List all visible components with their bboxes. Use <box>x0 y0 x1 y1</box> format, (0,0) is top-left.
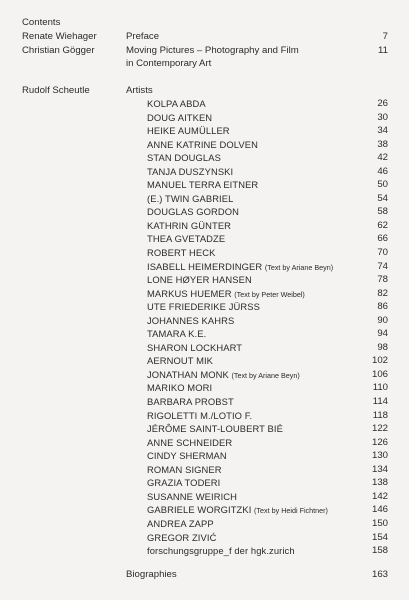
entry-page: 7 <box>382 31 388 42</box>
artist-page: 118 <box>372 409 388 421</box>
artist-name: GREGOR ZIVIĆ <box>147 531 217 543</box>
artist-entry <box>147 205 388 219</box>
artist-name: DOUGLAS GORDON <box>147 206 240 218</box>
artist-note: (Text by Peter Weibel) <box>234 289 305 299</box>
artist-page: 42 <box>377 152 388 164</box>
artist-name: SUSANNE WEIRICH <box>147 490 238 502</box>
artist-entry <box>147 449 388 463</box>
artist-name: HEIKE AUMÜLLER <box>147 125 230 137</box>
artist-name: TANJA DUSZYNSKI <box>147 165 234 177</box>
artist-entry <box>147 341 388 355</box>
artist-page: 122 <box>371 423 388 435</box>
entry-title: Preface <box>126 31 160 42</box>
artist-entry <box>147 246 388 260</box>
artists-author: Rudolf Scheutle <box>22 84 90 96</box>
artist-name: MARIKO MORI <box>147 382 213 394</box>
artist-entry <box>147 381 388 395</box>
artist-name: UTE FRIEDERIKE JÜRSS <box>147 301 260 313</box>
artist-page: 38 <box>377 138 388 150</box>
artist-page: 106 <box>371 368 388 380</box>
artist-name: (E.) TWIN GABRIEL <box>147 192 234 204</box>
artist-page: 58 <box>377 206 388 218</box>
artist-page: 126 <box>371 436 388 448</box>
artist-name: ANDREA ZAPP <box>147 517 214 529</box>
artist-entry <box>147 436 388 450</box>
artist-entry <box>147 124 388 138</box>
artist-page: 134 <box>371 463 388 475</box>
artist-name: SHARON LOCKHART <box>147 341 243 353</box>
entry-page: 11 <box>378 44 388 56</box>
contents-heading: Contents <box>22 17 61 28</box>
artist-entry <box>147 97 388 111</box>
artist-name: BARBARA PROBST <box>147 396 234 408</box>
artist-page: 102 <box>371 355 388 367</box>
artist-name: ROMAN SIGNER <box>147 463 222 475</box>
artist-page: 66 <box>377 233 388 245</box>
artist-page: 90 <box>377 314 388 326</box>
artist-name: GRAZIA TODERI <box>147 477 221 489</box>
entry-author: Renate Wiehager <box>22 31 97 42</box>
artist-entry <box>147 327 388 341</box>
artist-name: AERNOUT MIK <box>147 355 214 367</box>
artist-entry <box>147 111 388 125</box>
artist-entry <box>147 260 388 274</box>
artist-name: TAMARA K.E. <box>147 328 207 340</box>
biographies-title: Biographies <box>126 569 177 580</box>
artist-note: (Text by Ariane Beyn) <box>231 370 300 380</box>
artist-entry <box>147 463 388 477</box>
artist-entry <box>147 273 388 287</box>
artist-entry <box>147 517 388 531</box>
artist-page: 114 <box>372 396 388 408</box>
artist-name: MARKUS HUEMER <box>147 287 232 299</box>
artist-entry <box>147 232 388 246</box>
artist-page: 30 <box>377 111 388 123</box>
artist-page: 98 <box>377 341 388 353</box>
artist-entry <box>147 178 388 192</box>
entry-author: Christian Gögger <box>22 44 95 56</box>
artist-page: 138 <box>371 477 388 489</box>
artist-entry <box>147 409 388 423</box>
artist-page: 158 <box>371 545 388 557</box>
artist-name: RIGOLETTI M./LOTIO F. <box>147 409 253 421</box>
artist-list <box>147 97 388 558</box>
artist-entry <box>147 138 388 152</box>
artist-page: 142 <box>371 490 388 502</box>
artist-note: (Text by Ariane Beyn) <box>264 262 334 272</box>
artist-entry <box>147 368 388 382</box>
artist-note: (Text by Heidi Fichtner) <box>254 506 328 516</box>
biographies-page: 163 <box>371 569 388 580</box>
artist-entry <box>147 192 388 206</box>
entry-title-line: Moving Pictures – Photography and Film <box>126 44 299 56</box>
artist-entry <box>147 503 388 517</box>
artist-name: forschungsgruppe_f der hgk.zurich <box>147 545 295 557</box>
artist-entry <box>147 490 388 504</box>
artist-page: 26 <box>377 98 388 109</box>
artist-name: KOLPA ABDA <box>147 98 206 109</box>
artist-name: CINDY SHERMAN <box>147 450 227 462</box>
artist-name: THEA GVETADZE <box>147 233 226 245</box>
artists-heading: Artists <box>126 84 153 96</box>
artist-page: 78 <box>377 274 388 286</box>
artist-name: KATHRIN GÜNTER <box>147 219 232 231</box>
artist-page: 86 <box>377 301 388 313</box>
artist-name: ANNE KATRINE DOLVEN <box>147 138 258 150</box>
artist-name: DOUG AITKEN <box>147 111 213 123</box>
artist-name: STAN DOUGLAS <box>147 152 221 164</box>
artist-page: 74 <box>377 260 388 272</box>
artist-entry <box>147 544 388 558</box>
artist-entry <box>147 287 388 301</box>
artist-page: 130 <box>371 450 388 462</box>
artist-entry <box>147 314 388 328</box>
artist-page: 82 <box>377 287 388 299</box>
artist-page: 146 <box>371 504 388 516</box>
artist-name: JÉRÔME SAINT-LOUBERT BIÉ <box>147 423 283 435</box>
artist-page: 154 <box>371 531 388 543</box>
artist-name: LONE HØYER HANSEN <box>147 274 252 286</box>
artist-entry <box>147 219 388 233</box>
artist-page: 150 <box>371 517 388 529</box>
artist-entry <box>147 531 388 545</box>
artist-entry <box>147 395 388 409</box>
artist-page: 54 <box>377 192 388 204</box>
artist-page: 94 <box>377 328 388 340</box>
artist-name: GABRIELE WORGITZKI <box>147 504 252 516</box>
artist-name: MANUEL TERRA EITNER <box>147 179 259 191</box>
artist-entry <box>147 300 388 314</box>
artist-name: JONATHAN MONK <box>147 368 229 380</box>
artist-entry <box>147 151 388 165</box>
artist-entry <box>147 354 388 368</box>
artist-name: JOHANNES KAHRS <box>147 314 235 326</box>
entry-title <box>126 44 299 71</box>
artist-page: 50 <box>377 179 388 191</box>
artist-name: ISABELL HEIMERDINGER <box>147 260 263 272</box>
artist-page: 34 <box>377 125 388 137</box>
artist-name: ROBERT HECK <box>147 247 216 259</box>
artist-entry <box>147 422 388 436</box>
artist-entry <box>147 476 388 490</box>
artist-name: ANNE SCHNEIDER <box>147 436 233 448</box>
artist-page: 70 <box>377 247 388 259</box>
artist-page: 110 <box>372 382 388 394</box>
artist-entry <box>147 165 388 179</box>
entry-title-line: in Contemporary Art <box>126 58 212 70</box>
artist-page: 46 <box>377 165 388 177</box>
artist-page: 62 <box>377 219 388 231</box>
